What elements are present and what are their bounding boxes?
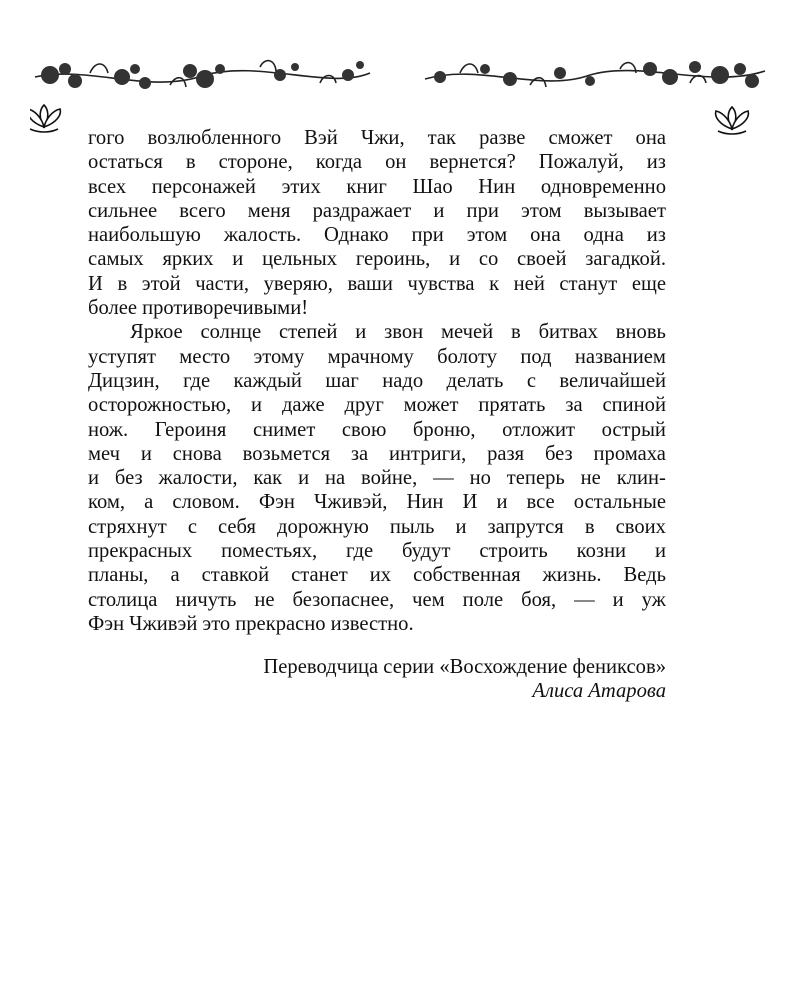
- author-name: Алиса Атарова: [532, 680, 666, 703]
- lotus-flower-right-icon: [716, 107, 749, 134]
- text-line: Яркое солнце степей и звон мечей в битвах вновь: [130, 321, 666, 344]
- translator-role: Переводчица серии «Восхождение фениксов»: [263, 656, 666, 678]
- text-line: гого возлюбленного Вэй Чжи, так разве сможет она: [88, 127, 666, 149]
- text-line: всех персонажей этих книг Шао Нин одновременно: [88, 175, 666, 198]
- text-line: И в этой части, уверяю, ваши чувства к ней станут еще: [88, 272, 666, 295]
- text-line: Дицзин, где каждый шаг надо делать с величайшей: [88, 369, 666, 392]
- text-line: ком, а словом. Фэн Чживэй, Нин И и все остальные: [88, 491, 666, 514]
- text-line: Фэн Чживэй это прекрасно известно.: [88, 612, 414, 635]
- text-line: столица ничуть не безопаснее, чем поле боя, — и уж: [88, 588, 666, 611]
- text-line: и без жалости, как и на войне, — но теперь не клин-: [88, 467, 666, 490]
- signature-block: [263, 655, 666, 704]
- body-text: [88, 126, 666, 636]
- text-line: уступят место этому мрачному болоту под названием: [88, 345, 666, 368]
- text-line: меч и снова возьмется за интриги, разя без промаха: [88, 442, 666, 465]
- text-line: осторожностью, и даже друг может прятать за спиной: [88, 394, 666, 417]
- text-line: прекрасных поместьях, где будут строить козни и: [88, 540, 666, 563]
- text-line: стряхнут с себя дорожную пыль и запрутся в своих: [88, 515, 666, 538]
- text-line: планы, а ставкой станет их собственная жизнь. Ведь: [88, 564, 666, 587]
- text-line: самых ярких и цельных героинь, и со своей загадкой.: [88, 248, 666, 271]
- paragraph: [88, 320, 666, 636]
- text-line: остаться в стороне, когда он вернется? Пожалуй, из: [88, 151, 666, 174]
- text-line: более противоречивыми!: [88, 297, 309, 320]
- lotus-flower-left-icon: [30, 105, 60, 132]
- paragraph: [88, 126, 666, 320]
- text-line: наибольшую жалость. Однако при этом она одна из: [88, 224, 666, 247]
- text-line: нож. Героиня снимет свою броню, отложит острый: [88, 418, 666, 441]
- text-line: сильнее всего меня раздражает и при этом вызывает: [88, 199, 666, 222]
